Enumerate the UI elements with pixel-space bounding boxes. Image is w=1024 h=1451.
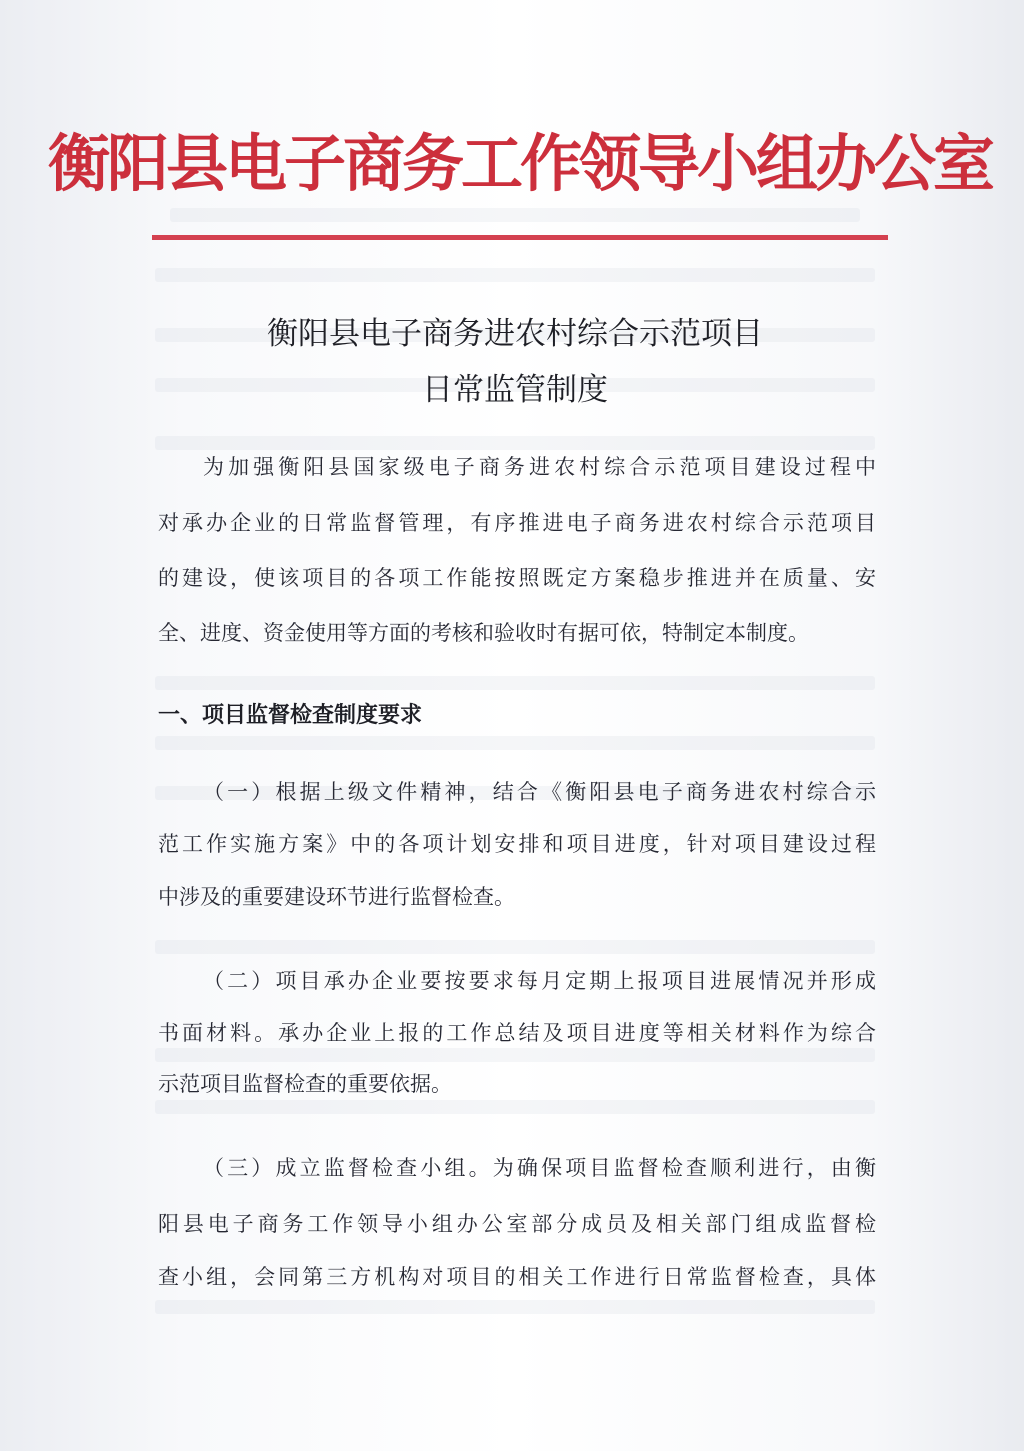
bleed-through-shadow [155, 1048, 875, 1062]
item-1-line: （一）根据上级文件精神，结合《衡阳县电子商务进农村综合示 [203, 780, 876, 804]
item-3-line: （三）成立监督检查小组。为确保项目监督检查顺利进行，由衡 [203, 1156, 876, 1180]
item-1-line: 中涉及的重要建设环节进行监督检查。 [158, 885, 515, 909]
bleed-through-shadow [155, 1300, 875, 1314]
bleed-through-shadow [155, 1100, 875, 1114]
item-3-line: 阳县电子商务工作领导小组办公室部分成员及相关部门组成监督检 [158, 1212, 876, 1236]
intro-paragraph-line: 对承办企业的日常监督管理，有序推进电子商务进农村综合示范项目 [158, 511, 876, 535]
bleed-through-shadow [155, 940, 875, 954]
bleed-through-shadow [155, 268, 875, 282]
bleed-through-shadow [170, 208, 860, 222]
item-2-line: （二）项目承办企业要按要求每月定期上报项目进展情况并形成 [203, 969, 876, 993]
bleed-through-shadow [155, 436, 875, 450]
section-heading: 一、项目监督检查制度要求 [158, 703, 423, 728]
item-3-line: 查小组，会同第三方机构对项目的相关工作进行日常监督检查，具体 [158, 1265, 876, 1289]
intro-paragraph-line: 全、进度、资金使用等方面的考核和验收时有据可依，特制定本制度。 [158, 621, 809, 645]
intro-paragraph-line: 为加强衡阳县国家级电子商务进农村综合示范项目建设过程中 [203, 455, 876, 479]
item-1-line: 范工作实施方案》中的各项计划安排和项目进度，针对项目建设过程 [158, 832, 876, 856]
bleed-through-shadow [155, 676, 875, 690]
letterhead-red-rule [152, 235, 888, 240]
document-title-line-2: 日常监管制度 [422, 372, 608, 408]
document-title-line-1: 衡阳县电子商务进农村综合示范项目 [267, 316, 763, 352]
item-2-line: 书面材料。承办企业上报的工作总结及项目进度等相关材料作为综合 [158, 1021, 876, 1045]
letterhead-org-name: 衡阳县电子商务工作领导小组办公室 [48, 126, 993, 200]
intro-paragraph-line: 的建设，使该项目的各项工作能按照既定方案稳步推进并在质量、安 [158, 566, 876, 590]
item-2-line: 示范项目监督检查的重要依据。 [158, 1072, 452, 1096]
bleed-through-shadow [155, 736, 875, 750]
